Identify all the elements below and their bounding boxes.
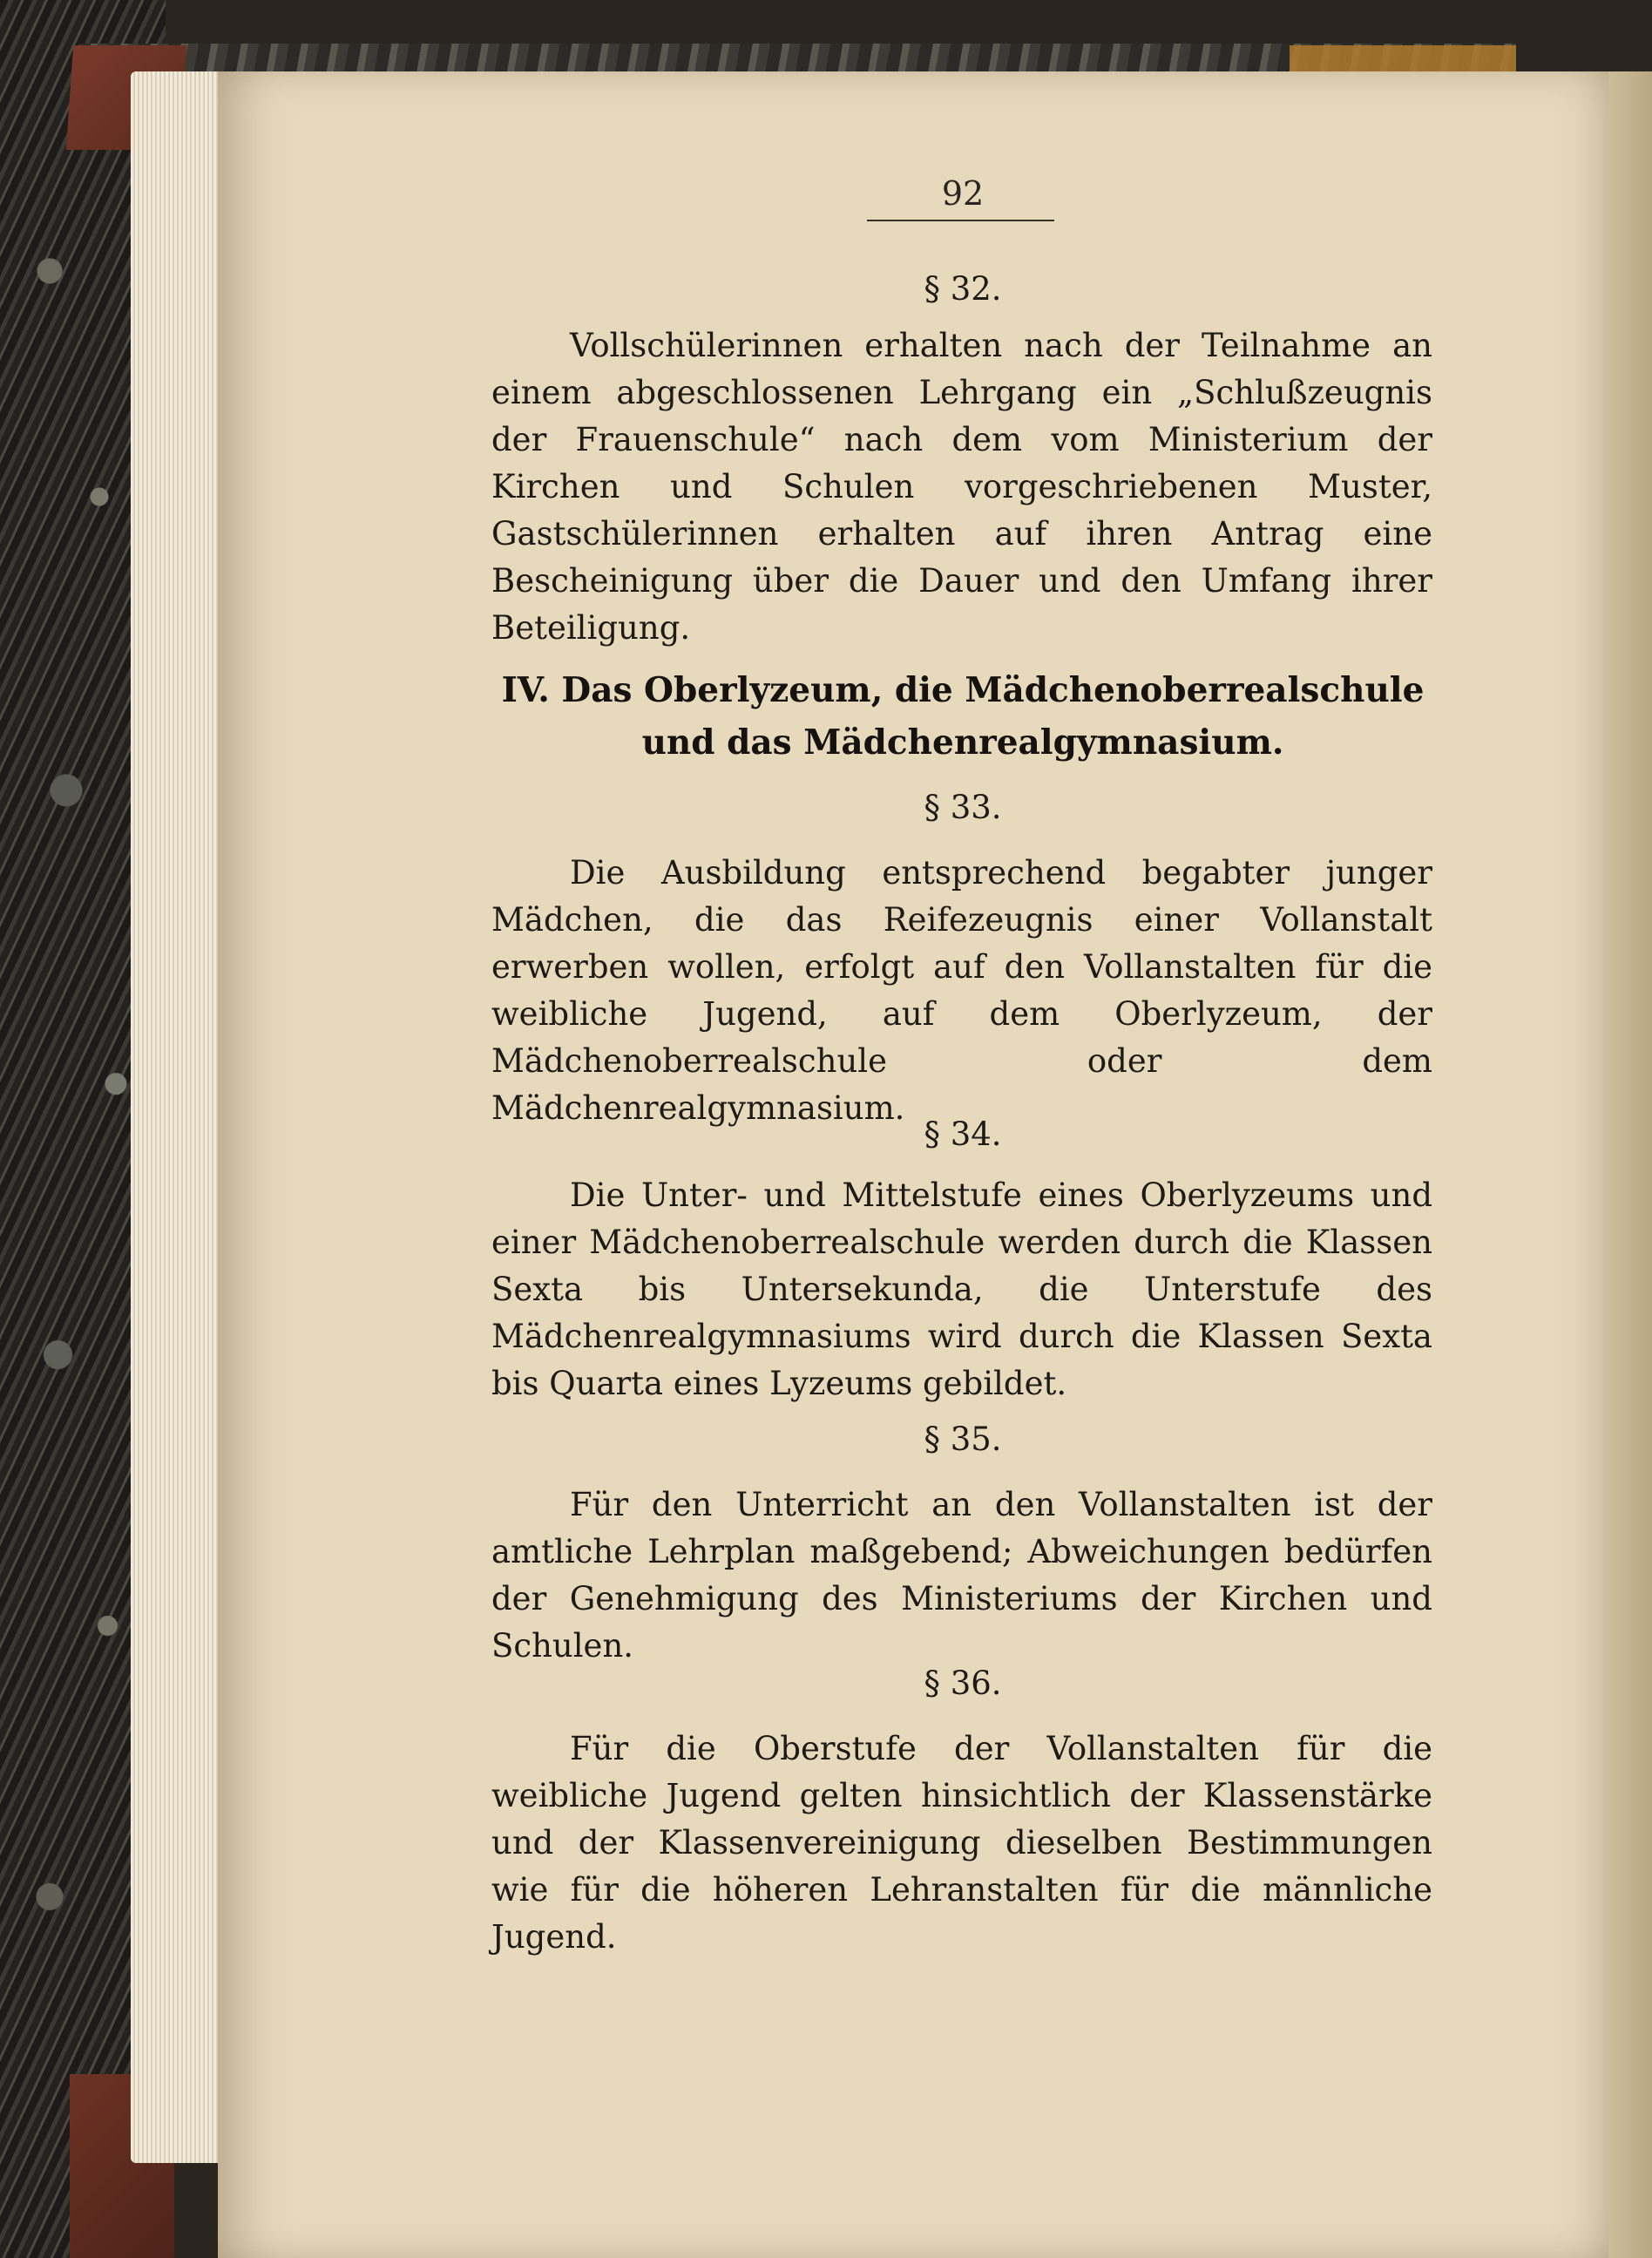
section-33-number: § 33. [924,789,1002,826]
chapter-heading: IV. Das Oberlyzeum, die Mädchenoberrealschule und das Mädchenrealgymnasium. [501,670,1425,763]
section-35-number: § 35. [924,1421,1002,1458]
header-rule [867,220,1054,221]
section-35-text: Für den Unterricht an den Vollanstalten ist der amtliche Lehrplan maßgebend; Abweichungen bedürfen der Genehmigung des Ministeriums der Kirchen und Schulen. [491,1486,1432,1665]
page-number: 92 [941,174,985,213]
section-33-text: Die Ausbildung entsprechend begabter junger Mädchen, die das Reifezeugnis einer Vollanstalt erwerben wollen, erfolgt auf den Vollanstalten für die weibliche Jugend, auf dem Oberlyzeum, der Mädchenoberrealschule oder dem Mädchenrealgymnasium. [491,854,1432,1127]
section-34-text: Die Unter- und Mittelstufe eines Oberlyzeums und einer Mädchenoberrealschule werden durch die Klassen Sexta bis Untersekunda, die Unterstufe des Mädchenrealgymnasiums wird durch die Klassen Sexta bis Quarta eines Lyzeums gebildet. [491,1176,1432,1402]
section-32-text: Vollschülerinnen erhalten nach der Teilnahme an einem abgeschlossenen Lehrgang ein „Schlußzeugnis der Frauenschule“ nach dem vom Ministerium der Kirchen und Schulen vorgeschriebenen Muster, Gastschülerinnen erhalten auf ihren Antrag eine Bescheinigung über die Dauer und den Umfang ihrer Beteiligung. [491,327,1432,647]
right-page-edge [1608,71,1652,2258]
section-36-number: § 36. [924,1665,1002,1702]
page-edges [131,71,227,2163]
section-34-number: § 34. [924,1115,1002,1153]
section-32-number: § 32. [924,270,1002,308]
section-36-text: Für die Oberstufe der Vollanstalten für die weibliche Jugend gelten hinsichtlich der Klassenstärke und der Klassenvereinigung dieselben Bestimmungen wie für die höheren Lehranstalten für die männliche Jugend. [491,1730,1432,1956]
